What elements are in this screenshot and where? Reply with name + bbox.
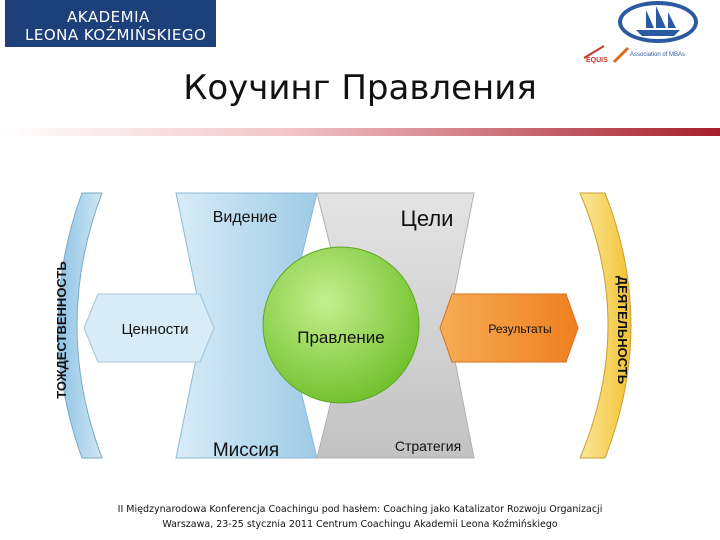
identity-label: ТОЖДЕСТВЕННОСТЬ — [54, 261, 69, 399]
activity-label: ДЕЯТЕЛЬНОСТЬ — [615, 275, 630, 385]
footer-line-1: II Międzynarodowa Konferencja Coachingu pod hasłem: Coaching jako Katalizator Rozwoju Organizacji — [117, 504, 603, 515]
logo-line-1: AKADEMIA — [67, 8, 150, 26]
mission-label: Миссия — [212, 440, 280, 461]
results-label: Результаты — [488, 322, 552, 336]
values-label: Ценности — [121, 321, 189, 338]
amba-text: Association of MBAs — [630, 52, 686, 58]
page-title: Коучинг Правления — [183, 68, 537, 108]
vision-label: Видение — [212, 209, 278, 226]
equis-text: EQUIS — [586, 57, 608, 64]
strategy-label: Стратегия — [394, 438, 462, 454]
logo-line-2: LEONA KOŹMIŃSKIEGO — [25, 26, 207, 44]
board-circle — [263, 247, 419, 403]
board-label: Правление — [297, 328, 385, 347]
goals-label: Цели — [400, 206, 454, 231]
footer-line-2: Warszawa, 23-25 stycznia 2011 Centrum Coachingu Akademii Leona Koźmińskiego — [162, 519, 558, 530]
conference-footer — [0, 502, 720, 532]
